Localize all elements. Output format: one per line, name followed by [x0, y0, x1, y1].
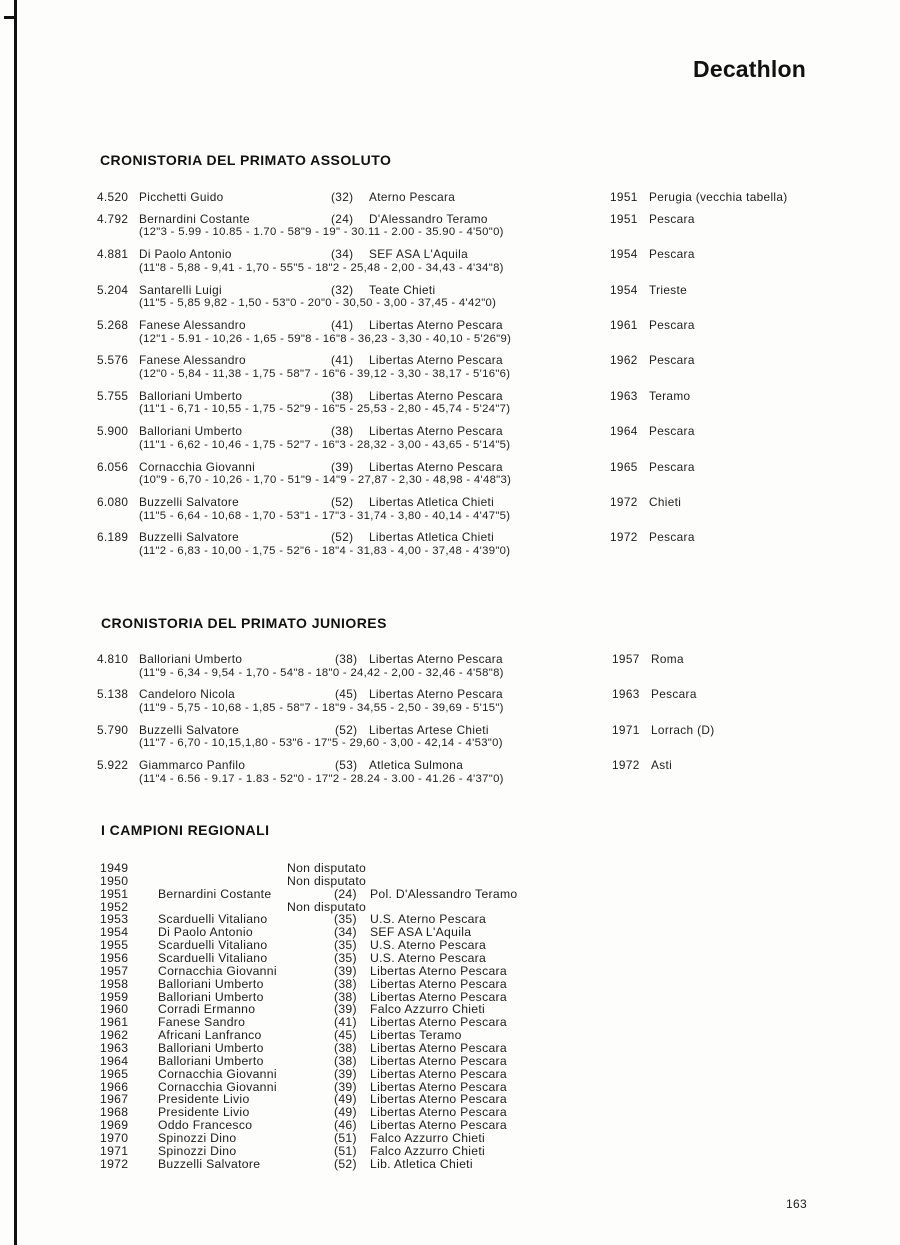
record-year: 1957 [612, 652, 640, 666]
club-name: Libertas Aterno Pescara [369, 459, 503, 474]
champion-birth-year: (38) [334, 976, 357, 991]
record-score: 5.900 [97, 424, 129, 439]
record-score: 6.080 [97, 495, 129, 510]
champion-note: Non disputato [287, 873, 367, 888]
champion-club: Libertas Aterno Pescara [370, 1066, 507, 1081]
birth-year: (53) [335, 758, 358, 773]
birth-year: (24) [331, 211, 354, 226]
birth-year: (52) [335, 722, 358, 737]
record-score: 5.138 [97, 687, 129, 702]
champion-club: U.S. Aterno Pescara [370, 951, 487, 966]
champion-birth-year: (39) [334, 1066, 357, 1081]
champion-club: Libertas Aterno Pescara [370, 1092, 507, 1107]
champion-name: Scarduelli Vitaliano [158, 938, 268, 953]
record-year: 1954 [610, 282, 638, 297]
champion-row [0, 952, 900, 965]
record-score: 5.790 [97, 722, 129, 737]
record-main-line [0, 496, 900, 510]
champion-birth-year: (41) [334, 1015, 357, 1030]
champion-note: Non disputato [287, 861, 367, 875]
record-year: 1954 [610, 247, 638, 262]
champion-club: Libertas Teramo [370, 1028, 462, 1043]
champion-year: 1959 [100, 989, 129, 1004]
record-main-line [0, 213, 900, 227]
champion-year: 1949 [100, 861, 129, 875]
record-entry [0, 496, 900, 523]
champion-club: U.S. Aterno Pescara [370, 938, 487, 953]
record-year: 1963 [612, 687, 640, 702]
birth-year: (34) [331, 247, 354, 262]
athlete-name: Di Paolo Antonio [139, 247, 232, 262]
champion-birth-year: (49) [334, 1092, 357, 1107]
champion-birth-year: (35) [334, 938, 357, 953]
club-name: Atletica Sulmona [369, 758, 464, 773]
club-name: D'Alessandro Teramo [369, 211, 488, 226]
champion-year: 1972 [100, 1156, 129, 1171]
champion-year: 1952 [100, 899, 129, 914]
champion-name: Di Paolo Antonio [158, 925, 253, 940]
event-splits: (11"8 - 5,88 - 9,41 - 1,70 - 55"5 - 18"2 - 25,48 - 2,00 - 34,43 - 4'34"8) [139, 261, 504, 274]
club-name: SEF ASA L'Aquila [369, 247, 469, 262]
event-splits: (11"9 - 5,75 - 10,68 - 1,85 - 58"7 - 18"9 - 34,55 - 2,50 - 39,69 - 5'15") [139, 701, 504, 714]
record-entry [0, 653, 900, 680]
record-entry [0, 354, 900, 381]
record-main-line [0, 390, 900, 404]
champion-name: Africani Lanfranco [158, 1028, 262, 1043]
athlete-name: Picchetti Guido [139, 190, 224, 204]
champion-year: 1963 [100, 1041, 129, 1056]
champion-row [0, 862, 900, 875]
record-place: Pescara [649, 318, 695, 333]
athlete-name: Giammarco Panfilo [139, 758, 246, 773]
champion-name: Presidente Livio [158, 1092, 250, 1107]
club-name: Libertas Atletica Chieti [369, 530, 495, 545]
champion-year: 1958 [100, 976, 129, 991]
birth-year: (38) [335, 652, 358, 666]
record-place: Roma [651, 652, 684, 666]
champion-year: 1967 [100, 1092, 129, 1107]
birth-year: (32) [331, 190, 354, 204]
club-name: Libertas Aterno Pescara [369, 353, 503, 368]
record-year: 1962 [610, 353, 638, 368]
birth-year: (45) [335, 687, 358, 702]
champion-year: 1964 [100, 1053, 129, 1068]
record-year: 1965 [610, 459, 638, 474]
club-name: Libertas Aterno Pescara [369, 318, 503, 333]
record-place: Lorrach (D) [651, 722, 715, 737]
champion-year: 1969 [100, 1118, 129, 1133]
champion-club: Libertas Aterno Pescara [370, 963, 507, 978]
athlete-name: Santarelli Luigi [139, 282, 222, 297]
record-place: Pescara [649, 211, 695, 226]
champion-birth-year: (39) [334, 1079, 357, 1094]
champion-name: Spinozzi Dino [158, 1131, 237, 1146]
record-place: Pescara [649, 530, 695, 545]
record-score: 6.056 [97, 459, 129, 474]
record-year: 1963 [610, 388, 638, 403]
record-entry [0, 531, 900, 558]
record-entry [0, 284, 900, 311]
champions-list [0, 862, 900, 1171]
record-place: Trieste [649, 282, 688, 297]
record-score: 5.922 [97, 758, 129, 773]
record-entry [0, 724, 900, 751]
champion-club: Pol. D'Alessandro Teramo [370, 886, 518, 901]
record-year: 1951 [610, 190, 638, 204]
event-splits: (11"5 - 6,64 - 10,68 - 1,70 - 53"1 - 17"3 - 31,74 - 3,80 - 40,14 - 4'47"5) [139, 509, 511, 522]
champion-year: 1954 [100, 925, 129, 940]
champion-row [0, 1055, 900, 1068]
record-main-line [0, 759, 900, 773]
record-place: Perugia (vecchia tabella) [649, 190, 788, 204]
champion-row [0, 1145, 900, 1158]
champion-name: Cornacchia Giovanni [158, 1079, 277, 1094]
birth-year: (32) [331, 282, 354, 297]
champion-club: U.S. Aterno Pescara [370, 912, 487, 927]
club-name: Teate Chieti [369, 282, 436, 297]
event-splits: (12"0 - 5,84 - 11,38 - 1,75 - 58"7 - 16"6 - 39,12 - 3,30 - 38,17 - 5'16"6) [139, 367, 511, 380]
record-score: 5.268 [97, 318, 129, 333]
birth-year: (41) [331, 353, 354, 368]
birth-year: (38) [331, 424, 354, 439]
champion-birth-year: (46) [334, 1118, 357, 1133]
record-year: 1951 [610, 211, 638, 226]
record-main-line [0, 248, 900, 262]
record-year: 1971 [612, 722, 640, 737]
champion-year: 1968 [100, 1105, 129, 1120]
champion-year: 1951 [100, 886, 129, 901]
champion-name: Balloriani Umberto [158, 1053, 264, 1068]
champion-club: Falco Azzurro Chieti [370, 1131, 486, 1146]
champion-year: 1957 [100, 963, 129, 978]
record-main-line [0, 284, 900, 298]
record-entry [0, 248, 900, 275]
record-year: 1972 [610, 530, 638, 545]
event-splits: (11"1 - 6,71 - 10,55 - 1,75 - 52"9 - 16"5 - 25,53 - 2,80 - 45,74 - 5'24"7) [139, 403, 511, 416]
champion-name: Spinozzi Dino [158, 1143, 237, 1158]
champion-club: Falco Azzurro Chieti [370, 1002, 486, 1017]
champion-club: Libertas Aterno Pescara [370, 976, 507, 991]
champion-name: Balloriani Umberto [158, 1041, 264, 1056]
champion-club: SEF ASA L'Aquila [370, 925, 472, 940]
record-main-line [0, 461, 900, 475]
champion-club: Libertas Aterno Pescara [370, 989, 507, 1004]
binding-mark [4, 16, 14, 19]
champion-birth-year: (35) [334, 912, 357, 927]
champion-row [0, 1158, 900, 1171]
record-score: 4.520 [97, 190, 129, 204]
champion-birth-year: (45) [334, 1028, 357, 1043]
champion-birth-year: (52) [334, 1156, 357, 1171]
champion-row [0, 1132, 900, 1145]
athlete-name: Fanese Alessandro [139, 353, 246, 368]
champion-note: Non disputato [287, 899, 367, 914]
champion-year: 1953 [100, 912, 129, 927]
champion-row [0, 1068, 900, 1081]
club-name: Libertas Atletica Chieti [369, 495, 495, 510]
champion-name: Oddo Francesco [158, 1118, 253, 1133]
champion-name: Presidente Livio [158, 1105, 250, 1120]
champion-name: Balloriani Umberto [158, 976, 264, 991]
champion-club: Libertas Aterno Pescara [370, 1015, 507, 1030]
champion-club: Lib. Atletica Chieti [370, 1156, 473, 1171]
birth-year: (52) [331, 530, 354, 545]
record-score: 4.810 [97, 652, 129, 666]
record-place: Pescara [649, 247, 695, 262]
record-entry [0, 191, 900, 205]
champion-name: Cornacchia Giovanni [158, 1066, 277, 1081]
champion-row [0, 875, 900, 888]
section-heading-assoluto: CRONISTORIA DEL PRIMATO ASSOLUTO [100, 152, 392, 168]
record-place: Chieti [649, 495, 682, 510]
champion-birth-year: (35) [334, 951, 357, 966]
champion-birth-year: (24) [334, 886, 357, 901]
record-score: 5.576 [97, 353, 129, 368]
athlete-name: Buzzelli Salvatore [139, 530, 240, 545]
champion-year: 1955 [100, 938, 129, 953]
event-splits: (10"9 - 6,70 - 10,26 - 1,70 - 51"9 - 14"9 - 27,87 - 2,30 - 48,98 - 4'48"3) [139, 474, 512, 487]
champion-row [0, 978, 900, 991]
record-year: 1964 [610, 424, 638, 439]
club-name: Aterno Pescara [369, 190, 456, 204]
record-year: 1961 [610, 318, 638, 333]
record-entry [0, 319, 900, 346]
page-title: Decathlon [693, 56, 806, 82]
record-score: 4.792 [97, 211, 129, 226]
event-splits: (11"5 - 5,85 9,82 - 1,50 - 53"0 - 20"0 - 30,50 - 3,00 - 37,45 - 4'42"0) [139, 297, 497, 310]
juniores-record-list [0, 653, 900, 795]
champion-birth-year: (51) [334, 1143, 357, 1158]
record-main-line [0, 688, 900, 702]
champion-row [0, 1042, 900, 1055]
champion-name: Corradi Ermanno [158, 1002, 256, 1017]
club-name: Libertas Aterno Pescara [369, 687, 503, 702]
record-main-line [0, 191, 900, 205]
champion-club: Libertas Aterno Pescara [370, 1079, 507, 1094]
record-place: Pescara [651, 687, 697, 702]
champion-club: Libertas Aterno Pescara [370, 1105, 507, 1120]
record-main-line [0, 425, 900, 439]
champion-birth-year: (34) [334, 925, 357, 940]
athlete-name: Fanese Alessandro [139, 318, 246, 333]
record-score: 6.189 [97, 530, 129, 545]
champion-year: 1971 [100, 1143, 129, 1158]
champion-row [0, 965, 900, 978]
assoluto-record-list [0, 191, 900, 567]
record-year: 1972 [612, 758, 640, 773]
record-place: Pescara [649, 424, 695, 439]
athlete-name: Balloriani Umberto [139, 388, 243, 403]
champion-year: 1961 [100, 1015, 129, 1030]
record-score: 5.204 [97, 282, 129, 297]
athlete-name: Bernardini Costante [139, 211, 250, 226]
record-score: 4.881 [97, 247, 129, 262]
champion-name: Scarduelli Vitaliano [158, 912, 268, 927]
champion-row [0, 888, 900, 901]
record-entry [0, 759, 900, 786]
section-heading-juniores: CRONISTORIA DEL PRIMATO JUNIORES [101, 615, 387, 631]
event-splits: (12"3 - 5.99 - 10.85 - 1.70 - 58"9 - 19" - 30.11 - 2.00 - 35.90 - 4'50"0) [139, 226, 504, 239]
birth-year: (52) [331, 495, 354, 510]
champion-birth-year: (51) [334, 1131, 357, 1146]
event-splits: (11"1 - 6,62 - 10,46 - 1,75 - 52"7 - 16"3 - 28,32 - 3,00 - 43,65 - 5'14"5) [139, 438, 511, 451]
athlete-name: Balloriani Umberto [139, 424, 243, 439]
record-main-line [0, 319, 900, 333]
champion-birth-year: (39) [334, 1002, 357, 1017]
champion-year: 1950 [100, 873, 129, 888]
record-main-line [0, 354, 900, 368]
record-entry [0, 390, 900, 417]
page-number: 163 [786, 1197, 807, 1211]
champion-birth-year: (49) [334, 1105, 357, 1120]
record-entry [0, 688, 900, 715]
birth-year: (38) [331, 388, 354, 403]
athlete-name: Candeloro Nicola [139, 687, 236, 702]
event-splits: (11"9 - 6,34 - 9,54 - 1,70 - 54"8 - 18"0 - 24,42 - 2,00 - 32,46 - 4'58"8) [139, 666, 504, 679]
record-place: Pescara [649, 353, 695, 368]
champion-year: 1962 [100, 1028, 129, 1043]
record-place: Pescara [649, 459, 695, 474]
champion-club: Libertas Aterno Pescara [370, 1053, 507, 1068]
champion-year: 1960 [100, 1002, 129, 1017]
record-place: Teramo [649, 388, 691, 403]
event-splits: (12"1 - 5.91 - 10,26 - 1,65 - 59"8 - 16"8 - 36,23 - 3,30 - 40,10 - 5'26"9) [139, 332, 512, 345]
club-name: Libertas Aterno Pescara [369, 652, 503, 666]
champion-birth-year: (38) [334, 1053, 357, 1068]
champion-name: Fanese Sandro [158, 1015, 246, 1030]
champion-year: 1965 [100, 1066, 129, 1081]
section-heading-campioni: I CAMPIONI REGIONALI [101, 822, 270, 838]
event-splits: (11"2 - 6,83 - 10,00 - 1,75 - 52"6 - 18"4 - 31,83 - 4,00 - 37,48 - 4'39"0) [139, 544, 511, 557]
club-name: Libertas Artese Chieti [369, 722, 489, 737]
club-name: Libertas Aterno Pescara [369, 424, 503, 439]
record-entry [0, 461, 900, 488]
champion-name: Cornacchia Giovanni [158, 963, 277, 978]
club-name: Libertas Aterno Pescara [369, 388, 503, 403]
record-main-line [0, 724, 900, 738]
event-splits: (11"7 - 6,70 - 10,15,1,80 - 53"6 - 17"5 - 29,60 - 3,00 - 42,14 - 4'53"0) [139, 737, 503, 750]
birth-year: (39) [331, 459, 354, 474]
champion-club: Falco Azzurro Chieti [370, 1143, 486, 1158]
event-splits: (11"4 - 6.56 - 9.17 - 1.83 - 52"0 - 17"2 - 28.24 - 3.00 - 41.26 - 4'37"0) [139, 772, 504, 785]
champion-year: 1970 [100, 1131, 129, 1146]
athlete-name: Balloriani Umberto [139, 652, 243, 666]
record-main-line [0, 531, 900, 545]
record-entry [0, 213, 900, 240]
record-place: Asti [651, 758, 673, 773]
athlete-name: Cornacchia Giovanni [139, 459, 256, 474]
champion-name: Buzzelli Salvatore [158, 1156, 261, 1171]
champion-name: Bernardini Costante [158, 886, 272, 901]
athlete-name: Buzzelli Salvatore [139, 495, 240, 510]
champion-club: Libertas Aterno Pescara [370, 1118, 507, 1133]
champion-year: 1966 [100, 1079, 129, 1094]
champion-name: Balloriani Umberto [158, 989, 264, 1004]
athlete-name: Buzzelli Salvatore [139, 722, 240, 737]
champion-birth-year: (38) [334, 1041, 357, 1056]
champion-birth-year: (38) [334, 989, 357, 1004]
champion-name: Scarduelli Vitaliano [158, 951, 268, 966]
champion-birth-year: (39) [334, 963, 357, 978]
record-main-line [0, 653, 900, 667]
record-entry [0, 425, 900, 452]
champion-club: Libertas Aterno Pescara [370, 1041, 507, 1056]
champion-year: 1956 [100, 951, 129, 966]
record-score: 5.755 [97, 388, 129, 403]
birth-year: (41) [331, 318, 354, 333]
record-year: 1972 [610, 495, 638, 510]
